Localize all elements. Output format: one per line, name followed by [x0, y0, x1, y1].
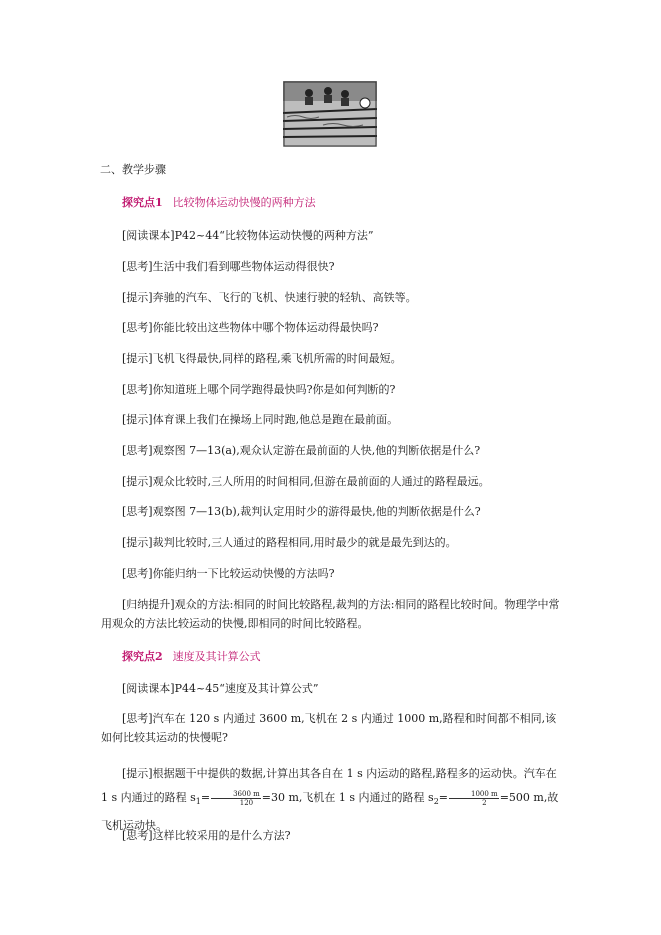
section-title: 二、教学步骤 — [100, 163, 166, 176]
text-line: [思考]你能归纳一下比较运动快慢的方法吗? — [122, 567, 335, 580]
question-paragraph: [思考]汽车在 120 s 内通过 3600 m,飞机在 2 s 内通过 1000 m,路程和时间都不相同,该如何比较其运动的快慢呢? — [101, 712, 557, 744]
swimming-race-illustration — [283, 81, 377, 147]
text-line: [提示]观众比较时,三人所用的时间相同,但游在最前面的人通过的路程最远。 — [122, 475, 490, 488]
text-line: [阅读课本]P42~44“比较物体运动快慢的两种方法” — [122, 229, 374, 242]
numerator: 1000 m — [449, 790, 499, 799]
explore-heading-2 — [122, 649, 562, 665]
hint-calculation-paragraph: [提示]根据题干中提供的数据,计算出其各自在 1 s 内运动的路程,路程多的运动快。汽车在 1 s 内通过的路程 $s_1=$ $\frac{3600 m}{120}$ =30 m,飞机在 1 s 内通过的路程 $s_2=$ $\frac{1000 m}{2}$ =500 m,故飞机运动快。 — [101, 767, 559, 833]
subscript: 2 — [433, 797, 439, 807]
text-line: [思考]你能比较出这些物体中哪个物体运动得最快吗? — [122, 321, 379, 334]
explore-title: 速度及其计算公式 — [172, 650, 261, 663]
text-line: [提示]奔驰的汽车、飞行的飞机、快速行驶的轻轨、高铁等。 — [122, 291, 417, 304]
hint-text: =500 m,故飞机运动快。 — [101, 791, 559, 833]
summary-paragraph: [归纳提升]观众的方法:相同的时间比较路程,裁判的方法:相同的路程比较时间。物理学中常用观众的方法比较运动的快慢,即相同的时间比较路程。 — [101, 598, 560, 630]
denominator: 120 — [239, 798, 254, 807]
explore-number: 探究点1 — [122, 196, 163, 209]
text-line: [思考]这样比较采用的是什么方法? — [122, 829, 291, 842]
hint-text: [提示]根据题干中提供的数据,计算出其各自在 1 s 内运动的路程,路程多的运动快。汽车在 1 s 内通过的路程 s — [101, 767, 557, 804]
fraction-plane — [449, 790, 499, 807]
text-line: [提示]飞机飞得最快,同样的路程,乘飞机所需的时间最短。 — [122, 352, 402, 365]
denominator: 2 — [482, 798, 487, 807]
fraction-car — [211, 790, 261, 807]
explore-heading-1 — [122, 195, 562, 211]
subscript: 1 — [195, 797, 201, 807]
text-line: [提示]体育课上我们在操场上同时跑,他总是跑在最前面。 — [122, 413, 399, 426]
explore-title: 比较物体运动快慢的两种方法 — [172, 196, 316, 209]
text-line: [思考]观察图 7—13(b),裁判认定用时少的游得最快,他的判断依据是什么? — [122, 505, 481, 518]
text-line: [思考]观察图 7—13(a),观众认定游在最前面的人快,他的判断依据是什么? — [122, 444, 481, 457]
text-line: [思考]你知道班上哪个同学跑得最快吗?你是如何判断的? — [122, 383, 396, 396]
numerator: 3600 m — [211, 790, 261, 799]
hint-text: =30 m,飞机在 1 s 内通过的路程 s — [261, 791, 434, 804]
text-line: [思考]生活中我们看到哪些物体运动得很快? — [122, 260, 335, 273]
text-line: [提示]裁判比较时,三人通过的路程相同,用时最少的就是最先到达的。 — [122, 536, 457, 549]
text-line: [阅读课本]P44~45“速度及其计算公式” — [122, 682, 319, 695]
explore-number: 探究点2 — [122, 650, 163, 663]
